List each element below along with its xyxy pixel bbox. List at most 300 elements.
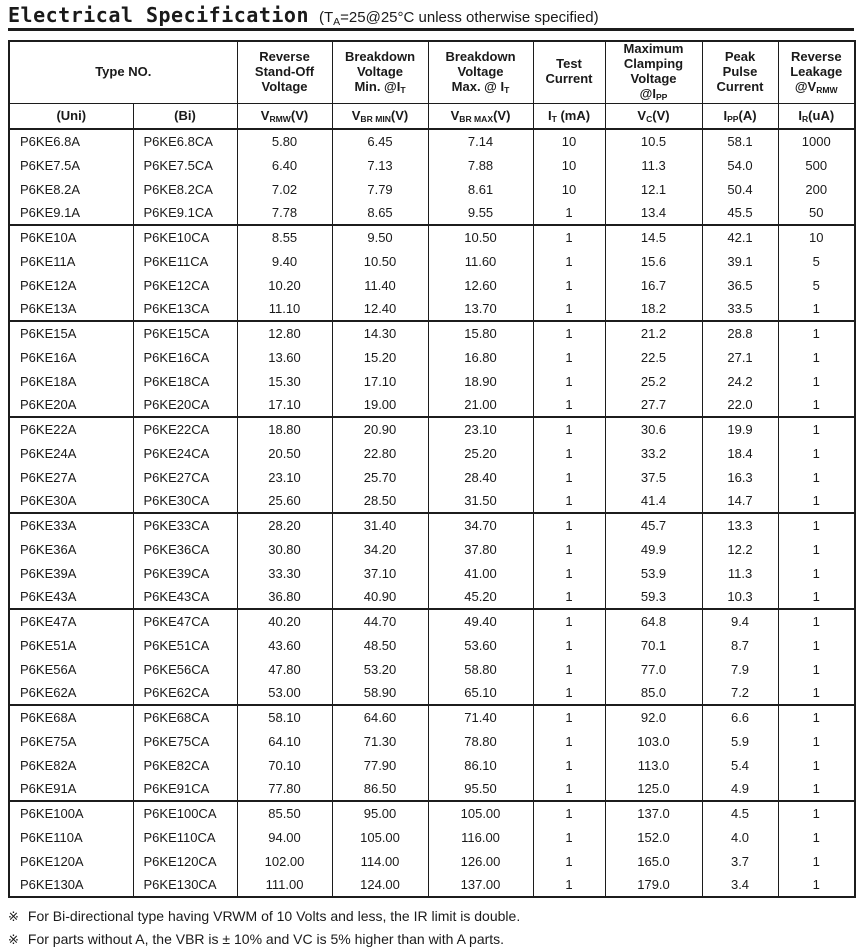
- type-bi-cell: P6KE56CA: [133, 657, 237, 681]
- type-uni-cell: P6KE24A: [9, 441, 133, 465]
- value-cell: 14.7: [702, 489, 778, 513]
- type-bi-cell: P6KE33CA: [133, 513, 237, 537]
- table-row: [9, 321, 855, 345]
- value-cell: 1: [778, 465, 855, 489]
- value-cell: 1: [533, 609, 605, 633]
- value-cell: 78.80: [428, 729, 533, 753]
- value-cell: 71.40: [428, 705, 533, 729]
- value-cell: 1000: [778, 129, 855, 153]
- header-max-clamping-voltage: Maximum Clamping Voltage $@I_{PP}$: [605, 41, 702, 103]
- value-cell: 1: [778, 753, 855, 777]
- header-reverse-leakage: Reverse Leakage $@V_{RMW}$: [778, 41, 855, 103]
- value-cell: 23.10: [428, 417, 533, 441]
- type-bi-cell: P6KE91CA: [133, 777, 237, 801]
- unit-vbr-min: $V_{BR MIN}(V)$: [332, 103, 428, 129]
- type-bi-cell: P6KE30CA: [133, 489, 237, 513]
- table-row: [9, 537, 855, 561]
- value-cell: 1: [533, 585, 605, 609]
- value-cell: 15.20: [332, 345, 428, 369]
- footnote-text: For parts without A, the VBR is ± 10% and VC is 5% higher than with A parts.: [27, 931, 505, 947]
- value-cell: 28.50: [332, 489, 428, 513]
- value-cell: 1: [533, 249, 605, 273]
- value-cell: 10: [778, 225, 855, 249]
- value-cell: 1: [533, 801, 605, 825]
- value-cell: 17.10: [332, 369, 428, 393]
- value-cell: 58.10: [237, 705, 332, 729]
- row-group: [9, 513, 855, 609]
- unit-vrmw: $V_{RMW}(V)$: [237, 103, 332, 129]
- value-cell: 27.7: [605, 393, 702, 417]
- value-cell: 116.00: [428, 825, 533, 849]
- type-uni-cell: P6KE91A: [9, 777, 133, 801]
- type-bi-cell: P6KE10CA: [133, 225, 237, 249]
- type-bi-cell: P6KE68CA: [133, 705, 237, 729]
- value-cell: 1: [533, 513, 605, 537]
- table-row: [9, 465, 855, 489]
- value-cell: 9.50: [332, 225, 428, 249]
- value-cell: 18.80: [237, 417, 332, 441]
- page-title-bar: [8, 3, 854, 31]
- row-group: [9, 321, 855, 417]
- value-cell: 1: [533, 777, 605, 801]
- reference-mark-icon: ※: [8, 932, 19, 947]
- table-row: [9, 417, 855, 441]
- value-cell: 1: [778, 489, 855, 513]
- table-row: [9, 129, 855, 153]
- value-cell: 40.90: [332, 585, 428, 609]
- type-uni-cell: P6KE13A: [9, 297, 133, 321]
- type-uni-cell: P6KE10A: [9, 225, 133, 249]
- type-uni-cell: P6KE39A: [9, 561, 133, 585]
- value-cell: 1: [533, 465, 605, 489]
- value-cell: 10: [533, 177, 605, 201]
- type-bi-cell: P6KE7.5CA: [133, 153, 237, 177]
- value-cell: 12.2: [702, 537, 778, 561]
- value-cell: 1: [533, 561, 605, 585]
- value-cell: 7.02: [237, 177, 332, 201]
- value-cell: 37.5: [605, 465, 702, 489]
- value-cell: 1: [778, 777, 855, 801]
- value-cell: 179.0: [605, 873, 702, 897]
- type-uni-cell: P6KE110A: [9, 825, 133, 849]
- value-cell: 14.30: [332, 321, 428, 345]
- type-uni-cell: P6KE11A: [9, 249, 133, 273]
- type-uni-cell: P6KE36A: [9, 537, 133, 561]
- value-cell: 1: [533, 705, 605, 729]
- value-cell: 5.80: [237, 129, 332, 153]
- value-cell: 37.80: [428, 537, 533, 561]
- value-cell: 1: [778, 441, 855, 465]
- value-cell: 13.60: [237, 345, 332, 369]
- value-cell: 1: [778, 849, 855, 873]
- value-cell: 53.60: [428, 633, 533, 657]
- table-row: [9, 825, 855, 849]
- row-group: [9, 609, 855, 705]
- value-cell: 1: [533, 873, 605, 897]
- value-cell: 1: [533, 201, 605, 225]
- reference-mark-icon: ※: [8, 909, 19, 924]
- value-cell: 1: [533, 681, 605, 705]
- value-cell: 1: [778, 537, 855, 561]
- table-row: [9, 657, 855, 681]
- value-cell: 94.00: [237, 825, 332, 849]
- value-cell: 7.9: [702, 657, 778, 681]
- value-cell: 1: [533, 729, 605, 753]
- row-group: [9, 129, 855, 225]
- value-cell: 4.9: [702, 777, 778, 801]
- value-cell: 7.79: [332, 177, 428, 201]
- table-row: [9, 177, 855, 201]
- type-bi-cell: P6KE36CA: [133, 537, 237, 561]
- type-uni-cell: P6KE75A: [9, 729, 133, 753]
- value-cell: 1: [533, 849, 605, 873]
- type-bi-cell: P6KE12CA: [133, 273, 237, 297]
- footnote-text: For Bi-directional type having VRWM of 10 Volts and less, the IR limit is double.: [27, 908, 521, 924]
- value-cell: 1: [778, 417, 855, 441]
- value-cell: 7.14: [428, 129, 533, 153]
- value-cell: 10: [533, 153, 605, 177]
- value-cell: 125.0: [605, 777, 702, 801]
- table-row: [9, 441, 855, 465]
- table-row: [9, 513, 855, 537]
- value-cell: 53.20: [332, 657, 428, 681]
- value-cell: 1: [778, 729, 855, 753]
- value-cell: 165.0: [605, 849, 702, 873]
- type-uni-cell: P6KE120A: [9, 849, 133, 873]
- value-cell: 20.90: [332, 417, 428, 441]
- value-cell: 18.4: [702, 441, 778, 465]
- value-cell: 7.13: [332, 153, 428, 177]
- value-cell: 1: [533, 345, 605, 369]
- table-row: [9, 729, 855, 753]
- unit-uni: (Uni): [9, 103, 133, 129]
- type-bi-cell: P6KE100CA: [133, 801, 237, 825]
- value-cell: 12.60: [428, 273, 533, 297]
- value-cell: 105.00: [332, 825, 428, 849]
- value-cell: 7.78: [237, 201, 332, 225]
- table-row: [9, 201, 855, 225]
- value-cell: 137.00: [428, 873, 533, 897]
- value-cell: 1: [778, 609, 855, 633]
- table-row: [9, 849, 855, 873]
- value-cell: 77.80: [237, 777, 332, 801]
- type-uni-cell: P6KE22A: [9, 417, 133, 441]
- value-cell: 25.20: [428, 441, 533, 465]
- value-cell: 1: [778, 681, 855, 705]
- table-row: [9, 633, 855, 657]
- value-cell: 22.80: [332, 441, 428, 465]
- value-cell: 22.0: [702, 393, 778, 417]
- value-cell: 1: [778, 801, 855, 825]
- value-cell: 1: [533, 825, 605, 849]
- value-cell: 1: [533, 225, 605, 249]
- type-uni-cell: P6KE8.2A: [9, 177, 133, 201]
- value-cell: 126.00: [428, 849, 533, 873]
- value-cell: 50: [778, 201, 855, 225]
- value-cell: 1: [778, 873, 855, 897]
- value-cell: 4.5: [702, 801, 778, 825]
- value-cell: 23.10: [237, 465, 332, 489]
- value-cell: 8.7: [702, 633, 778, 657]
- row-group: [9, 801, 855, 897]
- value-cell: 1: [778, 825, 855, 849]
- value-cell: 10.20: [237, 273, 332, 297]
- unit-it: $I_T$ (mA): [533, 103, 605, 129]
- value-cell: 11.40: [332, 273, 428, 297]
- type-uni-cell: P6KE9.1A: [9, 201, 133, 225]
- value-cell: 17.10: [237, 393, 332, 417]
- table-header: [9, 41, 855, 129]
- value-cell: 102.00: [237, 849, 332, 873]
- value-cell: 43.60: [237, 633, 332, 657]
- value-cell: 10.50: [332, 249, 428, 273]
- value-cell: 86.50: [332, 777, 428, 801]
- value-cell: 19.00: [332, 393, 428, 417]
- value-cell: 13.3: [702, 513, 778, 537]
- value-cell: 1: [533, 369, 605, 393]
- value-cell: 39.1: [702, 249, 778, 273]
- type-bi-cell: P6KE47CA: [133, 609, 237, 633]
- value-cell: 1: [533, 489, 605, 513]
- table-row: [9, 777, 855, 801]
- value-cell: 1: [778, 297, 855, 321]
- type-bi-cell: P6KE15CA: [133, 321, 237, 345]
- table-row: [9, 225, 855, 249]
- header-reverse-standoff-voltage: Reverse Stand-Off Voltage: [237, 41, 332, 103]
- type-bi-cell: P6KE75CA: [133, 729, 237, 753]
- value-cell: 64.8: [605, 609, 702, 633]
- value-cell: 58.80: [428, 657, 533, 681]
- value-cell: 5: [778, 249, 855, 273]
- type-bi-cell: P6KE11CA: [133, 249, 237, 273]
- type-uni-cell: P6KE130A: [9, 873, 133, 897]
- value-cell: 15.6: [605, 249, 702, 273]
- value-cell: 11.3: [702, 561, 778, 585]
- value-cell: 40.20: [237, 609, 332, 633]
- footnote-vbr-tolerance: [8, 928, 854, 951]
- value-cell: 15.30: [237, 369, 332, 393]
- table-row: [9, 345, 855, 369]
- value-cell: 30.6: [605, 417, 702, 441]
- value-cell: 8.65: [332, 201, 428, 225]
- type-bi-cell: P6KE120CA: [133, 849, 237, 873]
- value-cell: 137.0: [605, 801, 702, 825]
- value-cell: 500: [778, 153, 855, 177]
- type-uni-cell: P6KE33A: [9, 513, 133, 537]
- value-cell: 14.5: [605, 225, 702, 249]
- value-cell: 114.00: [332, 849, 428, 873]
- value-cell: 9.55: [428, 201, 533, 225]
- value-cell: 11.3: [605, 153, 702, 177]
- table-row: [9, 609, 855, 633]
- value-cell: 45.5: [702, 201, 778, 225]
- type-bi-cell: P6KE130CA: [133, 873, 237, 897]
- value-cell: 8.61: [428, 177, 533, 201]
- value-cell: 37.10: [332, 561, 428, 585]
- value-cell: 4.0: [702, 825, 778, 849]
- type-uni-cell: P6KE12A: [9, 273, 133, 297]
- header-breakdown-voltage-min: Breakdown Voltage Min. $@I_T$: [332, 41, 428, 103]
- value-cell: 85.0: [605, 681, 702, 705]
- value-cell: 10.3: [702, 585, 778, 609]
- value-cell: 58.1: [702, 129, 778, 153]
- value-cell: 85.50: [237, 801, 332, 825]
- value-cell: 33.2: [605, 441, 702, 465]
- type-uni-cell: P6KE30A: [9, 489, 133, 513]
- value-cell: 111.00: [237, 873, 332, 897]
- value-cell: 12.1: [605, 177, 702, 201]
- value-cell: 18.2: [605, 297, 702, 321]
- footnotes: [8, 905, 854, 951]
- value-cell: 5.4: [702, 753, 778, 777]
- value-cell: 25.70: [332, 465, 428, 489]
- type-bi-cell: P6KE51CA: [133, 633, 237, 657]
- value-cell: 53.9: [605, 561, 702, 585]
- type-bi-cell: P6KE110CA: [133, 825, 237, 849]
- value-cell: 152.0: [605, 825, 702, 849]
- value-cell: 7.88: [428, 153, 533, 177]
- footnote-ir-limit: [8, 905, 854, 928]
- type-uni-cell: P6KE6.8A: [9, 129, 133, 153]
- type-uni-cell: P6KE18A: [9, 369, 133, 393]
- value-cell: 8.55: [237, 225, 332, 249]
- value-cell: 54.0: [702, 153, 778, 177]
- value-cell: 77.90: [332, 753, 428, 777]
- value-cell: 1: [778, 345, 855, 369]
- value-cell: 47.80: [237, 657, 332, 681]
- value-cell: 1: [533, 321, 605, 345]
- value-cell: 11.60: [428, 249, 533, 273]
- value-cell: 31.40: [332, 513, 428, 537]
- value-cell: 1: [533, 417, 605, 441]
- type-uni-cell: P6KE56A: [9, 657, 133, 681]
- type-uni-cell: P6KE82A: [9, 753, 133, 777]
- value-cell: 25.60: [237, 489, 332, 513]
- value-cell: 9.40: [237, 249, 332, 273]
- value-cell: 11.10: [237, 297, 332, 321]
- value-cell: 41.00: [428, 561, 533, 585]
- value-cell: 16.80: [428, 345, 533, 369]
- value-cell: 10: [533, 129, 605, 153]
- value-cell: 12.80: [237, 321, 332, 345]
- table-row: [9, 369, 855, 393]
- value-cell: 5: [778, 273, 855, 297]
- unit-vc: $V_C(V)$: [605, 103, 702, 129]
- table-row: [9, 273, 855, 297]
- type-uni-cell: P6KE47A: [9, 609, 133, 633]
- type-bi-cell: P6KE27CA: [133, 465, 237, 489]
- value-cell: 64.10: [237, 729, 332, 753]
- value-cell: 1: [533, 633, 605, 657]
- value-cell: 95.00: [332, 801, 428, 825]
- row-group: [9, 225, 855, 321]
- row-group: [9, 417, 855, 513]
- value-cell: 64.60: [332, 705, 428, 729]
- value-cell: 49.40: [428, 609, 533, 633]
- value-cell: 41.4: [605, 489, 702, 513]
- type-uni-cell: P6KE68A: [9, 705, 133, 729]
- type-bi-cell: P6KE43CA: [133, 585, 237, 609]
- type-bi-cell: P6KE20CA: [133, 393, 237, 417]
- header-test-current: Test Current: [533, 41, 605, 103]
- value-cell: 1: [533, 441, 605, 465]
- value-cell: 28.20: [237, 513, 332, 537]
- value-cell: 6.45: [332, 129, 428, 153]
- unit-ipp: $I_{PP}(A)$: [702, 103, 778, 129]
- page-title-condition: ($T_A=25@25^\circ C$ unless otherwise specified): [318, 9, 599, 28]
- value-cell: 31.50: [428, 489, 533, 513]
- value-cell: 124.00: [332, 873, 428, 897]
- value-cell: 65.10: [428, 681, 533, 705]
- value-cell: 1: [533, 753, 605, 777]
- table-row: [9, 753, 855, 777]
- table-row: [9, 153, 855, 177]
- value-cell: 5.9: [702, 729, 778, 753]
- value-cell: 12.40: [332, 297, 428, 321]
- type-bi-cell: P6KE16CA: [133, 345, 237, 369]
- table-row: [9, 297, 855, 321]
- value-cell: 16.3: [702, 465, 778, 489]
- page-title: Electrical Specification: [8, 3, 309, 27]
- value-cell: 1: [778, 657, 855, 681]
- value-cell: 71.30: [332, 729, 428, 753]
- table-header-row-groups: [9, 41, 855, 103]
- value-cell: 1: [533, 537, 605, 561]
- type-uni-cell: P6KE15A: [9, 321, 133, 345]
- value-cell: 45.7: [605, 513, 702, 537]
- value-cell: 1: [778, 561, 855, 585]
- table-row: [9, 585, 855, 609]
- value-cell: 9.4: [702, 609, 778, 633]
- table-row: [9, 681, 855, 705]
- table-header-row-units: [9, 103, 855, 129]
- value-cell: 33.30: [237, 561, 332, 585]
- type-uni-cell: P6KE43A: [9, 585, 133, 609]
- value-cell: 16.7: [605, 273, 702, 297]
- type-uni-cell: P6KE20A: [9, 393, 133, 417]
- table-row: [9, 561, 855, 585]
- type-uni-cell: P6KE16A: [9, 345, 133, 369]
- type-bi-cell: P6KE8.2CA: [133, 177, 237, 201]
- type-bi-cell: P6KE62CA: [133, 681, 237, 705]
- value-cell: 113.0: [605, 753, 702, 777]
- value-cell: 36.5: [702, 273, 778, 297]
- value-cell: 21.2: [605, 321, 702, 345]
- value-cell: 77.0: [605, 657, 702, 681]
- value-cell: 1: [778, 369, 855, 393]
- value-cell: 27.1: [702, 345, 778, 369]
- value-cell: 1: [778, 705, 855, 729]
- value-cell: 13.4: [605, 201, 702, 225]
- type-uni-cell: P6KE100A: [9, 801, 133, 825]
- value-cell: 1: [778, 513, 855, 537]
- value-cell: 15.80: [428, 321, 533, 345]
- type-bi-cell: P6KE13CA: [133, 297, 237, 321]
- value-cell: 200: [778, 177, 855, 201]
- value-cell: 45.20: [428, 585, 533, 609]
- row-group: [9, 705, 855, 801]
- type-bi-cell: P6KE6.8CA: [133, 129, 237, 153]
- type-uni-cell: P6KE62A: [9, 681, 133, 705]
- table-row: [9, 393, 855, 417]
- value-cell: 3.7: [702, 849, 778, 873]
- value-cell: 30.80: [237, 537, 332, 561]
- value-cell: 50.4: [702, 177, 778, 201]
- value-cell: 28.8: [702, 321, 778, 345]
- value-cell: 7.2: [702, 681, 778, 705]
- value-cell: 21.00: [428, 393, 533, 417]
- value-cell: 59.3: [605, 585, 702, 609]
